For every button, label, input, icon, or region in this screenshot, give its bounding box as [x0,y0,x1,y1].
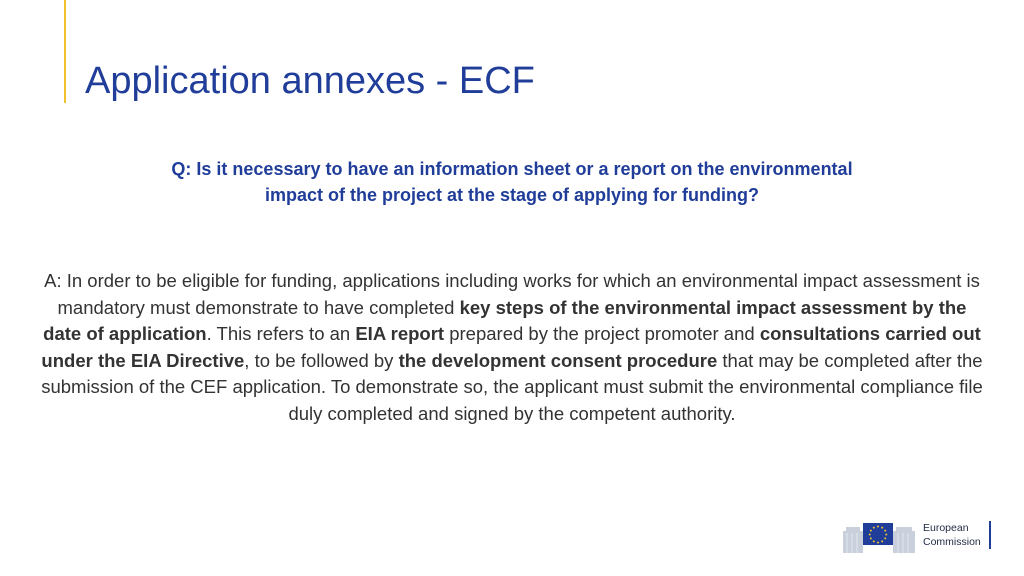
answer-bold-eia-report: EIA report [355,323,445,344]
answer-part-1: A: In order to be eligible for funding, applications including works for which an environmental impact assessment is mandatory must demonstrate to have completed [44,270,980,318]
question-text [80,156,944,208]
logo-text-line-2: Commission [923,536,981,548]
answer-part-3: prepared by the project promoter and [444,323,760,344]
logo-divider [989,521,991,549]
answer-part-4: , to be followed by [244,349,399,371]
answer-bold-consent-procedure: the development consent procedure [398,349,718,371]
question-line-2: impact of the project at the stage of applying for funding? [264,185,759,205]
slide-title: Application annexes - ECF [85,60,535,102]
logo-text-line-1: European [923,522,969,534]
european-commission-logo [843,517,993,553]
accent-bar [64,0,66,103]
answer-part-2: . This refers to an [206,323,356,344]
answer-bold-consultations: consultations carried out under the EIA Directive [41,323,981,371]
answer-part-5: that may be completed after the submission of the CEF application. To demonstrate so, the applicant must submit the environmental compliance file duly completed and signed by the competent authority. [41,349,983,424]
question-line-1: Q: Is it necessary to have an information sheet or a report on the environmental [171,159,853,179]
eu-flag-icon [843,517,915,553]
answer-bold-key-steps: key steps of the environmental impact assessment by the date of application [43,296,967,344]
logo-text [923,521,981,549]
answer-text [40,268,984,427]
